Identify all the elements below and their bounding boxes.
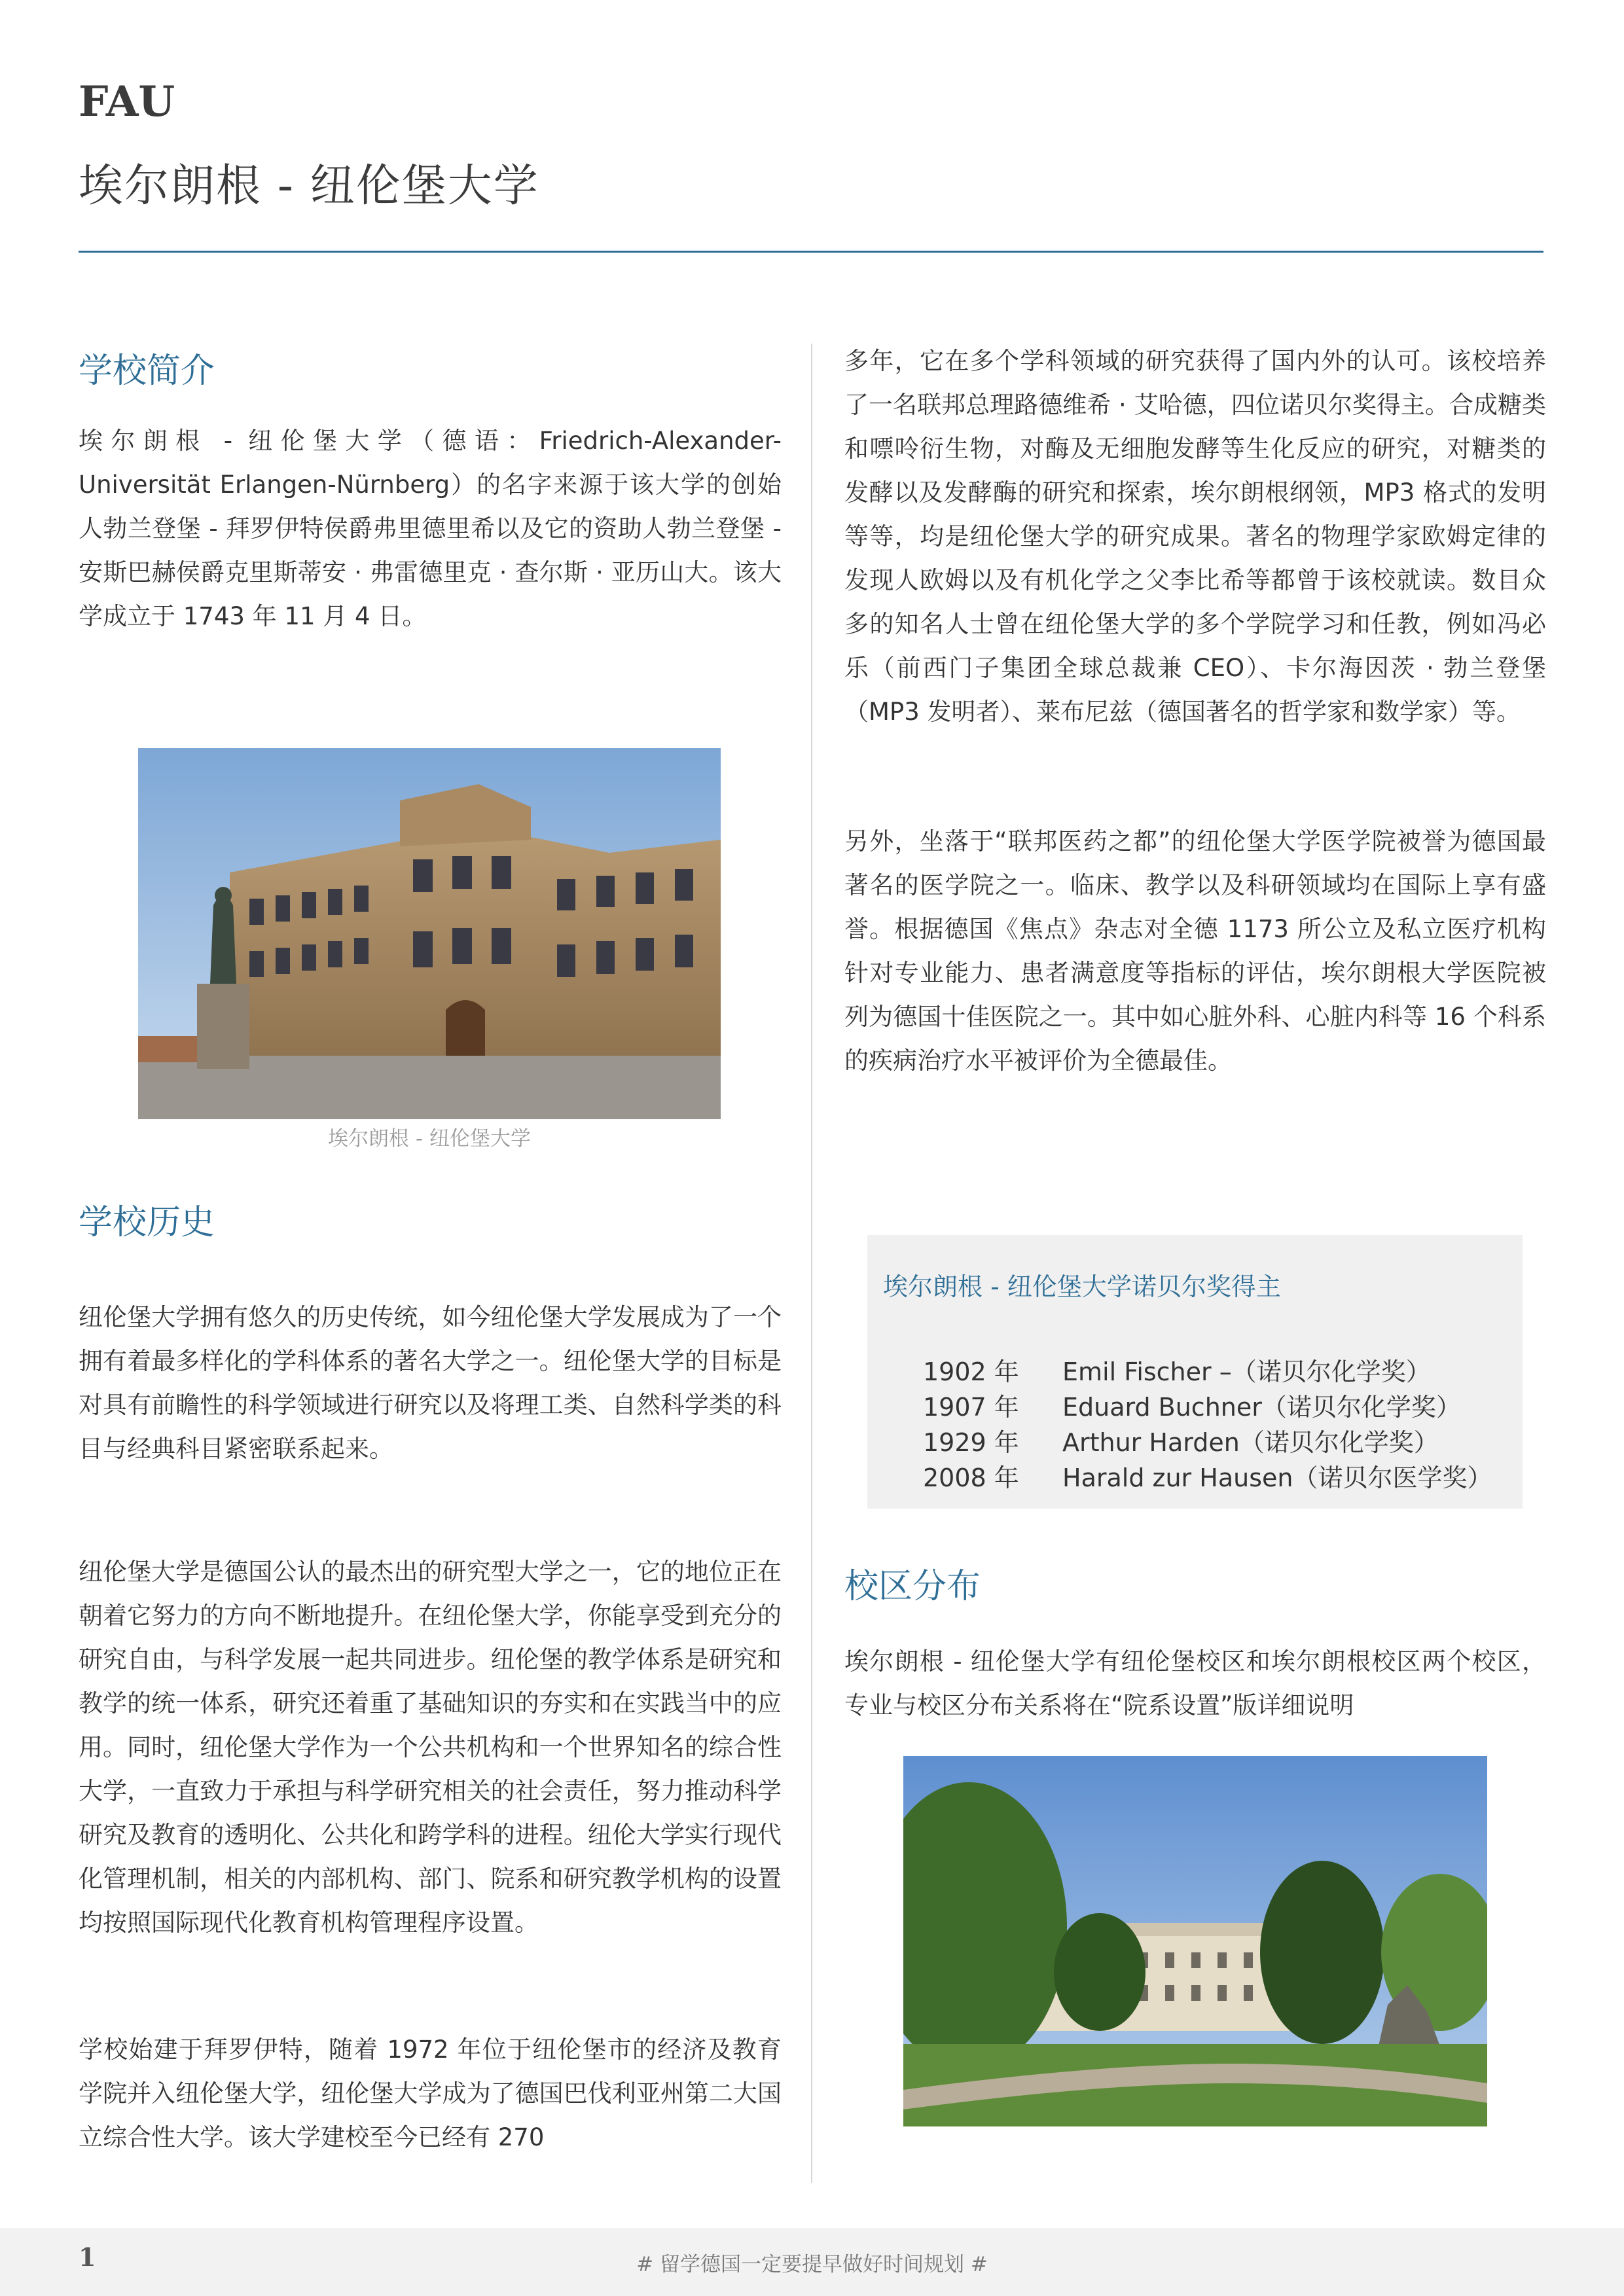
laureate-name: Arthur Harden（诺贝尔化学奖） — [1062, 1428, 1439, 1457]
laureate-name: Eduard Buchner（诺贝尔化学奖） — [1062, 1393, 1461, 1422]
campus-paragraph: 埃尔朗根 - 纽伦堡大学有纽伦堡校区和埃尔朗根校区两个校区，专业与校区分布关系将在“院系设置”版详细说明 — [844, 1647, 1546, 1719]
laureate-row — [923, 1458, 1492, 1494]
campus-palace-garden-photo — [903, 1756, 1487, 2126]
laureate-year: 2008 年 — [923, 1463, 1019, 1492]
page-footer — [0, 2228, 1624, 2296]
laureate-row — [923, 1422, 1439, 1458]
footer-slogan: # 留学德国一定要提早做好时间规划 # — [636, 2253, 988, 2276]
laureate-row — [923, 1387, 1461, 1423]
page-number: 1 — [79, 2242, 96, 2272]
laureate-year: 1902 年 — [923, 1357, 1019, 1386]
medical-school-paragraph: 另外，坐落于“联邦医药之都”的纽伦堡大学医学院被誉为德国最著名的医学院之一。临床、教学以及科研领域均在国际上享有盛誉。根据德国《焦点》杂志对全德 1173 所公立及私立医疗机构针对专业能力、患者满意度等指标的评估，埃尔朗根大学医院被列为德国十佳医院之一。其中如心脏外科、心脏内科等 16 个科系的疾病治疗水平被评价为全德最佳。 — [844, 827, 1546, 1075]
laureate-name: Harald zur Hausen（诺贝尔医学奖） — [1062, 1463, 1492, 1492]
laureate-year: 1907 年 — [923, 1393, 1019, 1422]
campus-building-photo — [138, 748, 721, 1119]
university-name: 埃尔朗根 - 纽伦堡大学 — [79, 160, 539, 212]
nobel-laureates-box — [867, 1235, 1523, 1509]
laureate-name: Emil Fischer –（诺贝尔化学奖） — [1062, 1357, 1431, 1386]
laureate-row — [923, 1352, 1431, 1388]
history-heading: 学校历史 — [79, 1203, 215, 1242]
header-divider — [79, 251, 1543, 253]
intro-heading: 学校简介 — [79, 351, 215, 391]
nobel-box-title: 埃尔朗根 - 纽伦堡大学诺贝尔奖得主 — [883, 1272, 1281, 1301]
column-divider — [811, 344, 812, 2183]
research-paragraph: 多年，它在多个学科领域的研究获得了国内外的认可。该校培养了一名联邦总理路德维希 · 艾哈德，四位诺贝尔奖得主。合成糖类和嘌呤衍生物，对酶及无细胞发酵等生化反应的研究，对糖类的发酵以及发酵酶的研究和探索，埃尔朗根纲领，MP3 格式的发明等等，均是纽伦堡大学的研究成果。著名的物理学家欧姆定律的发现人欧姆以及有机化学之父李比希等都曾于该校就读。数目众多的知名人士曾在纽伦堡大学的多个学院学习和任教，例如冯必乐（前西门子集团全球总裁兼 CEO）、卡尔海因茨 · 勃兰登堡（MP3 发明者）、莱布尼兹（德国著名的哲学家和数学家）等。 — [844, 347, 1546, 726]
photo-caption: 埃尔朗根 - 纽伦堡大学 — [328, 1127, 531, 1151]
history-paragraph-3: 学校始建于拜罗伊特，随着 1972 年位于纽伦堡市的经济及教育学院并入纽伦堡大学，纽伦堡大学成为了德国巴伐利亚州第二大国立综合性大学。该大学建校至今已经有 270 — [79, 2036, 782, 2151]
university-abbreviation: FAU — [79, 77, 175, 126]
history-paragraph-1: 纽伦堡大学拥有悠久的历史传统，如今纽伦堡大学发展成为了一个拥有着最多样化的学科体系的著名大学之一。纽伦堡大学的目标是对具有前瞻性的科学领域进行研究以及将理工类、自然科学类的科目与经典科目紧密联系起来。 — [79, 1303, 782, 1463]
intro-paragraph: 埃尔朗根 - 纽伦堡大学（德语：Friedrich-Alexander-Universität Erlangen-Nürnberg）的名字来源于该大学的创始人勃兰登堡 - 拜罗伊特侯爵弗里德里希以及它的资助人勃兰登堡 - 安斯巴赫侯爵克里斯蒂安 · 弗雷德里克 · 查尔斯 · 亚历山大。该大学成立于 1743 年 11 月 4 日。 — [79, 427, 782, 630]
laureate-year: 1929 年 — [923, 1428, 1019, 1457]
history-paragraph-2: 纽伦堡大学是德国公认的最杰出的研究型大学之一，它的地位正在朝着它努力的方向不断地提升。在纽伦堡大学，你能享受到充分的研究自由，与科学发展一起共同进步。纽伦堡的教学体系是研究和教学的统一体系，研究还着重了基础知识的夯实和在实践当中的应用。同时，纽伦堡大学作为一个公共机构和一个世界知名的综合性大学，一直致力于承担与科学研究相关的社会责任，努力推动科学研究及教育的透明化、公共化和跨学科的进程。纽伦大学实行现代化管理机制，相关的内部机构、部门、院系和研究教学机构的设置均按照国际现代化教育机构管理程序设置。 — [79, 1558, 782, 1937]
campus-heading: 校区分布 — [844, 1567, 981, 1606]
